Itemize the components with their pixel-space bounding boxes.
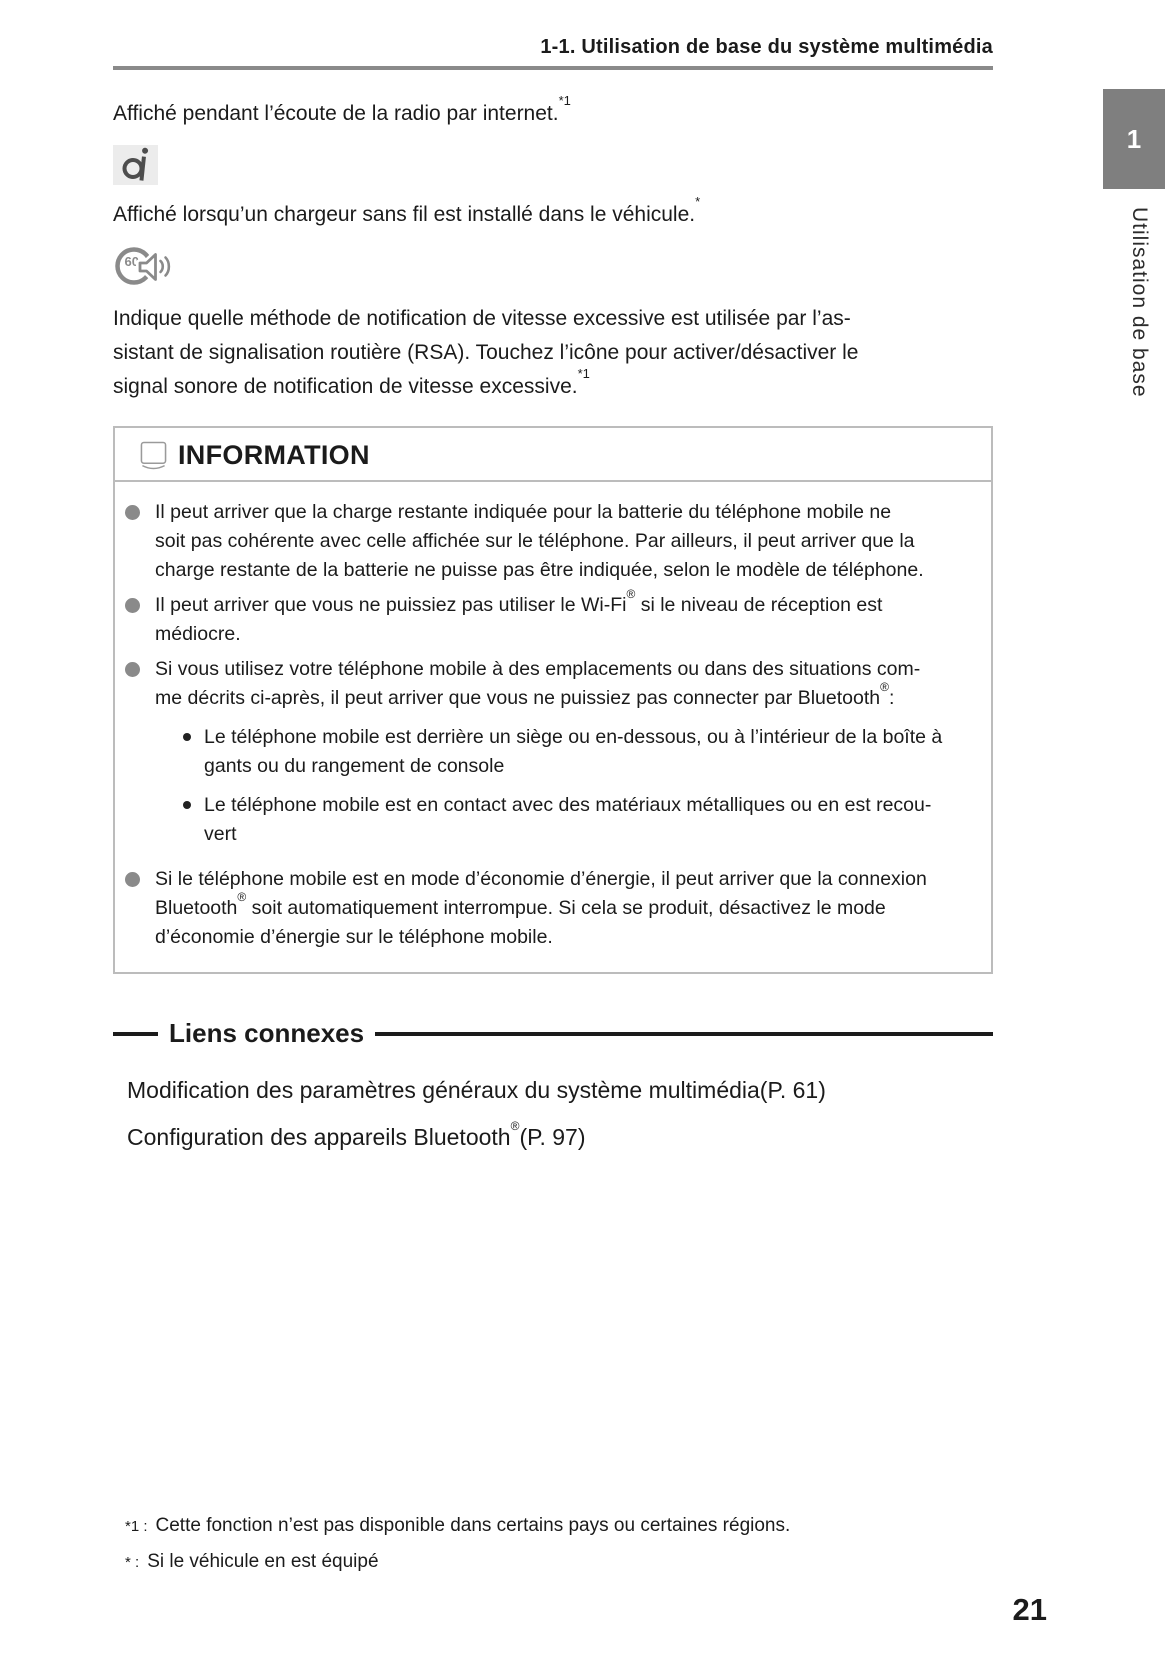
information-book-icon [140,441,167,470]
text-line: Indique quelle méthode de notification de vitesse excessive est utilisée par l’as- [113,307,851,330]
related-links-title: Liens connexes [169,1018,365,1048]
info-bullet [115,498,975,585]
text-line: charge restante de la batterie ne puisse pas être indiquée, selon le modèle de téléphone. [155,559,924,581]
bullet-icon [125,598,140,613]
bullet-icon [125,872,140,887]
footnote-ref: *1 [577,366,590,381]
intro-paragraph-radio [113,93,993,131]
related-links-rule-right [375,1032,993,1036]
info-bullet [115,865,975,952]
text-line: me décrits ci-après, il peut arriver que vous ne puissiez pas connecter par Bluetooth®: [155,679,895,709]
intro-paragraph-charger [113,194,993,232]
text-line: Le téléphone mobile est derrière un siège ou en-dessous, ou à l’intérieur de la boîte à [204,726,943,748]
text-line [113,366,993,404]
related-link-bluetooth-setup[interactable]: Configuration des appareils Bluetooth®(P. 97) [127,1119,586,1150]
text-line-span: signal sonore de notification de vitesse excessive. [113,375,578,398]
sub-bullet-icon [183,801,191,809]
text-line: Il peut arriver que vous ne puissiez pas utiliser le Wi-Fi® si le niveau de réception est [155,586,883,616]
info-sub-bullet [183,791,975,849]
text-line: vert [204,823,237,845]
information-box-body [115,482,991,972]
footnote-text: Cette fonction n’est pas disponible dans certains pays ou certaines régions. [155,1515,791,1536]
intro-paragraph-radio-text: Affiché pendant l’écoute de la radio par internet. [113,102,559,125]
information-box [113,426,993,974]
bullet-icon [125,505,140,520]
intro-paragraph-charger-text: Affiché lorsqu’un chargeur sans fil est installé dans le véhicule. [113,203,696,226]
speed-alert-speaker-icon [113,244,175,292]
text-line: Si vous utilisez votre téléphone mobile à des emplacements ou dans des situations com- [155,658,921,680]
related-links-heading [113,1018,993,1049]
sub-bullet-icon [183,733,191,741]
info-bullet [115,655,975,859]
bullet-icon [125,662,140,677]
info-bullet [115,586,975,649]
main-content [113,88,993,1169]
text-line: d’économie d’énergie sur le téléphone mobile. [155,926,553,948]
intro-paragraph-rsa [113,302,993,404]
related-link-general-settings[interactable]: Modification des paramètres généraux du système multimédia(P. 61) [127,1077,826,1103]
footnote [125,1548,790,1576]
related-links-list [127,1075,993,1152]
footnote-text: Si le véhicule en est équipé [147,1551,379,1572]
text-line: gants ou du rangement de console [204,755,505,777]
info-sub-bullet [183,723,975,781]
text-line: sistant de signalisation routière (RSA). Touchez l’icône pour activer/désactiver le [113,341,859,364]
chapter-number: 1 [1126,123,1142,154]
qi-wireless-charging-icon [113,145,158,185]
text-line: Bluetooth® soit automatiquement interrompue. Si cela se produit, désactivez le mode [155,889,886,919]
sidebar-section-label: Utilisation de base [1128,207,1151,398]
footnote-marker: * : [125,1554,140,1571]
footnote-marker: *1 : [125,1518,148,1535]
page-header-title: 1-1. Utilisation de base du système multimédia [540,36,993,58]
text-line: médiocre. [155,623,241,645]
text-line: Il peut arriver que la charge restante indiquée pour la batterie du téléphone mobile ne [155,501,892,523]
text-line: Si le téléphone mobile est en mode d’économie d’énergie, il peut arriver que la connexion [155,868,927,890]
footnote-ref: * [695,194,701,209]
text-line: soit pas cohérente avec celle affichée sur le téléphone. Par ailleurs, il peut arriver que la [155,530,915,552]
chapter-tab [1103,89,1165,189]
footnotes [125,1512,790,1584]
page-number: 21 [1012,1592,1047,1627]
footnote [125,1512,790,1540]
svg-text:60: 60 [124,254,139,269]
information-box-title: INFORMATION [178,440,370,470]
related-links-rule-left [113,1032,158,1036]
information-box-header [115,428,991,482]
header-rule-divider [113,66,993,70]
footnote-ref: *1 [558,93,571,108]
text-line: Le téléphone mobile est en contact avec des matériaux métalliques ou en est recou- [204,794,932,816]
